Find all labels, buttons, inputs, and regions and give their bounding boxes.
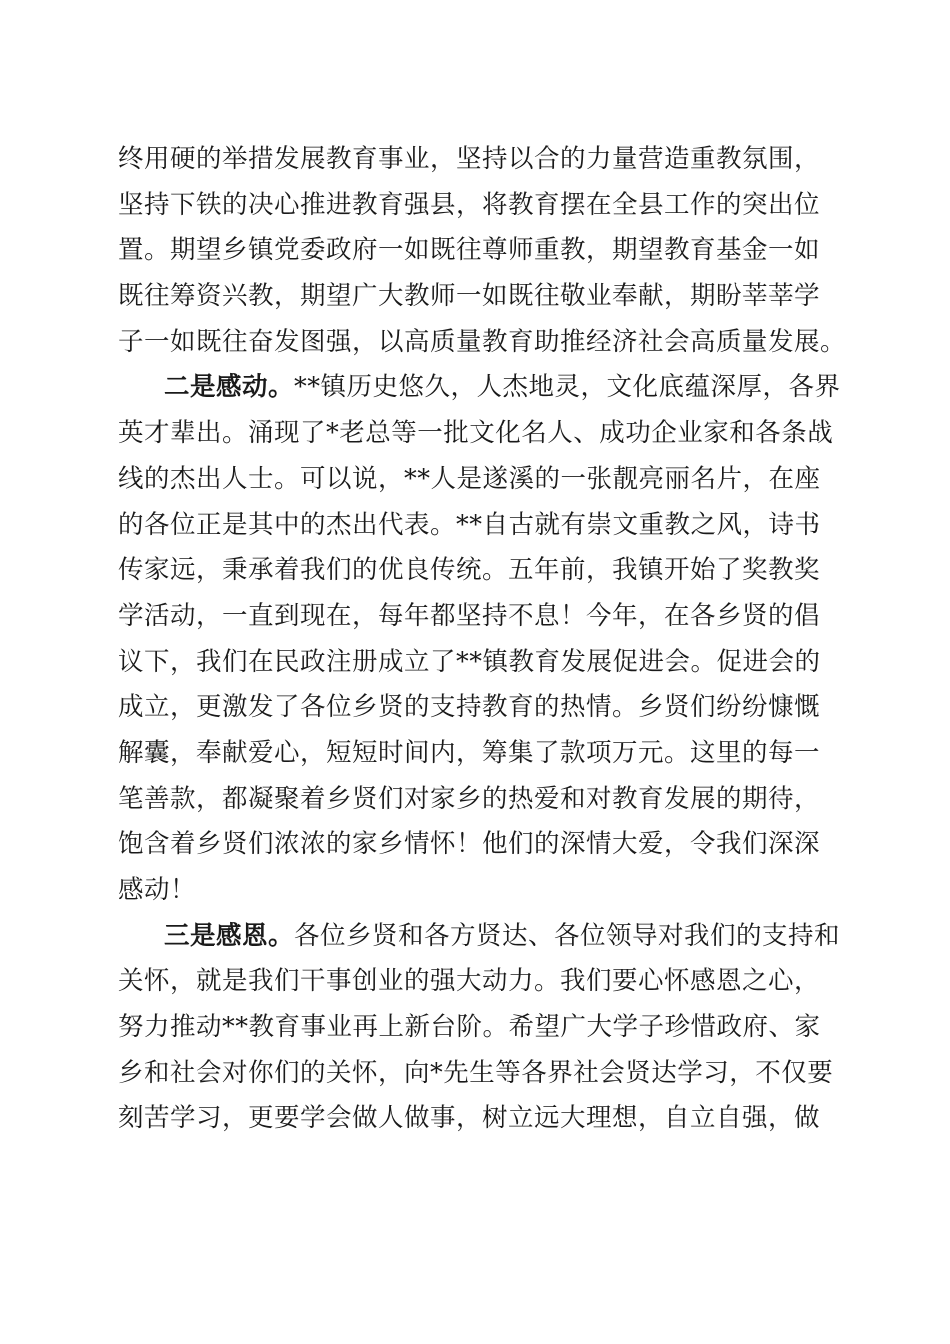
text-line: 传家远，秉承着我们的优良传统。五年前，我镇开始了奖教奖 bbox=[118, 555, 821, 586]
text-line: 饱含着乡贤们浓浓的家乡情怀！他们的深情大爱，令我们深深 bbox=[118, 829, 821, 860]
text-line: 置。期望乡镇党委政府一如既往尊师重教，期望教育基金一如 bbox=[118, 235, 821, 266]
text-line: 解囊，奉献爱心，短短时间内，筹集了款项万元。这里的每一 bbox=[118, 737, 821, 768]
text-line: 坚持下铁的决心推进教育强县，将教育摆在全县工作的突出位 bbox=[118, 189, 821, 220]
text-line: 英才辈出。涌现了*老总等一批文化名人、成功企业家和各条战 bbox=[118, 418, 834, 449]
text-line: 的各位正是其中的杰出代表。**自古就有崇文重教之风，诗书 bbox=[118, 509, 821, 540]
text-line: 刻苦学习，更要学会做人做事，树立远大理想，自立自强，做 bbox=[118, 1103, 821, 1134]
text-line: 笔善款，都凝聚着乡贤们对家乡的热爱和对教育发展的期待， bbox=[118, 783, 821, 814]
paragraph-continuation bbox=[118, 137, 847, 365]
text-line: 线的杰出人士。可以说，**人是遂溪的一张靓亮丽名片，在座 bbox=[118, 463, 821, 494]
paragraph-gratitude bbox=[118, 914, 841, 1142]
text-line: 学活动，一直到现在，每年都坚持不息！今年，在各乡贤的倡 bbox=[118, 600, 821, 631]
text-line: 关怀，就是我们干事创业的强大动力。我们要心怀感恩之心， bbox=[118, 966, 821, 997]
text-run: 各位乡贤和各方贤达、各位领导对我们的支持和 bbox=[294, 920, 841, 951]
paragraph-moved bbox=[118, 365, 841, 913]
text-line: 议下，我们在民政注册成立了**镇教育发展促进会。促进会的 bbox=[118, 646, 821, 677]
text-run: **镇历史悠久，人杰地灵，文化底蕴深厚，各界 bbox=[294, 372, 841, 403]
text-line: 既往筹资兴教，期望广大教师一如既往敬业奉献，期盼莘莘学 bbox=[118, 281, 821, 312]
document-page bbox=[118, 137, 847, 1142]
text-line: 乡和社会对你们的关怀，向*先生等各界社会贤达学习，不仅要 bbox=[118, 1057, 834, 1088]
section-heading: 三是感恩。 bbox=[164, 920, 295, 951]
text-line bbox=[118, 365, 841, 411]
text-line: 成立，更激发了各位乡贤的支持教育的热情。乡贤们纷纷慷慨 bbox=[118, 692, 821, 723]
text-line: 感动！ bbox=[118, 875, 197, 905]
text-line: 子一如既往奋发图强，以高质量教育助推经济社会高质量发展。 bbox=[118, 326, 847, 357]
section-heading: 二是感动。 bbox=[164, 372, 295, 403]
text-line: 终用硬的举措发展教育事业，坚持以合的力量营造重教氛围， bbox=[118, 144, 821, 174]
text-line: 努力推动**教育事业再上新台阶。希望广大学子珍惜政府、家 bbox=[118, 1012, 821, 1043]
text-line bbox=[118, 914, 841, 960]
